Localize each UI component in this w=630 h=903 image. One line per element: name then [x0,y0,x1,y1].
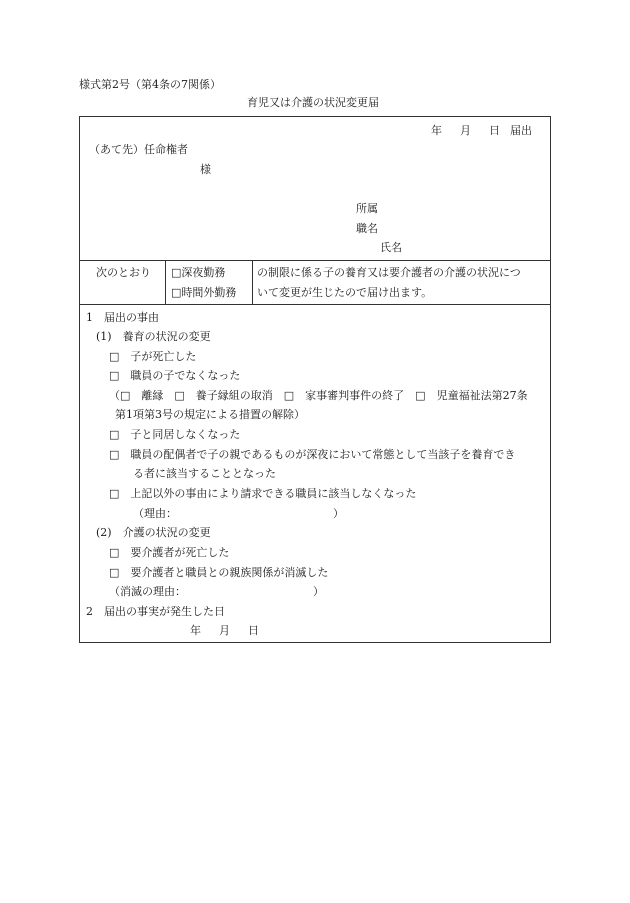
sama-label: 様 [200,163,211,176]
submission-date [431,124,532,138]
option-night-work: □深夜勤務 [171,266,226,279]
section1-heading: 1 届出の事由 [86,311,159,324]
occurrence-month-label: 月 [219,624,230,637]
occurrence-day-label: 日 [248,624,259,637]
date-day-label: 日 [489,124,500,137]
section2-heading: 2 届出の事実が発生した日 [86,605,225,618]
request-text-line1: の制限に係る子の養育又は要介護者の介護の状況につ [257,266,521,279]
form-title: 育児又は介護の状況変更届 [247,96,379,109]
childcare-heading: (1) 養育の状況の変更 [96,330,211,343]
submitted-label: 届出 [510,124,532,137]
date-year-label: 年 [431,124,442,137]
item-spouse-line2: る者に該当することとなった [133,467,276,480]
request-intro: 次のとおり [96,266,151,279]
occurrence-date [190,624,259,638]
option-overtime-work: □時間外勤務 [171,286,237,299]
item-relation-ended: □ 要介護者と職員との親族関係が消滅した [109,566,329,579]
care-heading: (2) 介護の状況の変更 [96,526,211,539]
name-label: 氏名 [380,241,402,254]
extinction-reason-label: （消滅の理由： [109,585,186,598]
addressee: （あて先）任命権者 [89,143,188,156]
position-label: 職名 [356,222,378,235]
reason-close: ） [333,507,344,520]
reason-label: （理由： [133,507,177,520]
row-divider [80,260,550,261]
cell-divider [252,260,253,304]
item-spouse-line1: □ 職員の配偶者で子の親であるものが深夜において常態として当該子を養育でき [109,448,516,461]
adoption-reasons-line1: （□ 離縁 □ 養子縁組の取消 □ 家事審判事件の終了 □ 児童福祉法第27条 [109,389,528,402]
cell-divider [165,260,166,304]
date-month-label: 月 [460,124,471,137]
form-number: 様式第2号（第4条の7関係） [79,78,221,91]
occurrence-year-label: 年 [190,624,201,637]
row-divider [80,304,550,305]
item-care-recipient-died: □ 要介護者が死亡した [109,546,230,559]
item-no-longer-child: □ 職員の子でなくなった [109,369,241,382]
adoption-reasons-line2: 第1項第3号の規定による措置の解除） [115,408,305,421]
request-text-line2: いて変更が生じたので届け出ます。 [257,286,433,299]
extinction-reason-close: ） [313,585,324,598]
item-not-living-together: □ 子と同居しなくなった [109,428,241,441]
item-child-died: □ 子が死亡した [109,350,197,363]
item-other-reason: □ 上記以外の事由により請求できる職員に該当しなくなった [109,487,417,500]
affiliation-label: 所属 [356,202,378,215]
